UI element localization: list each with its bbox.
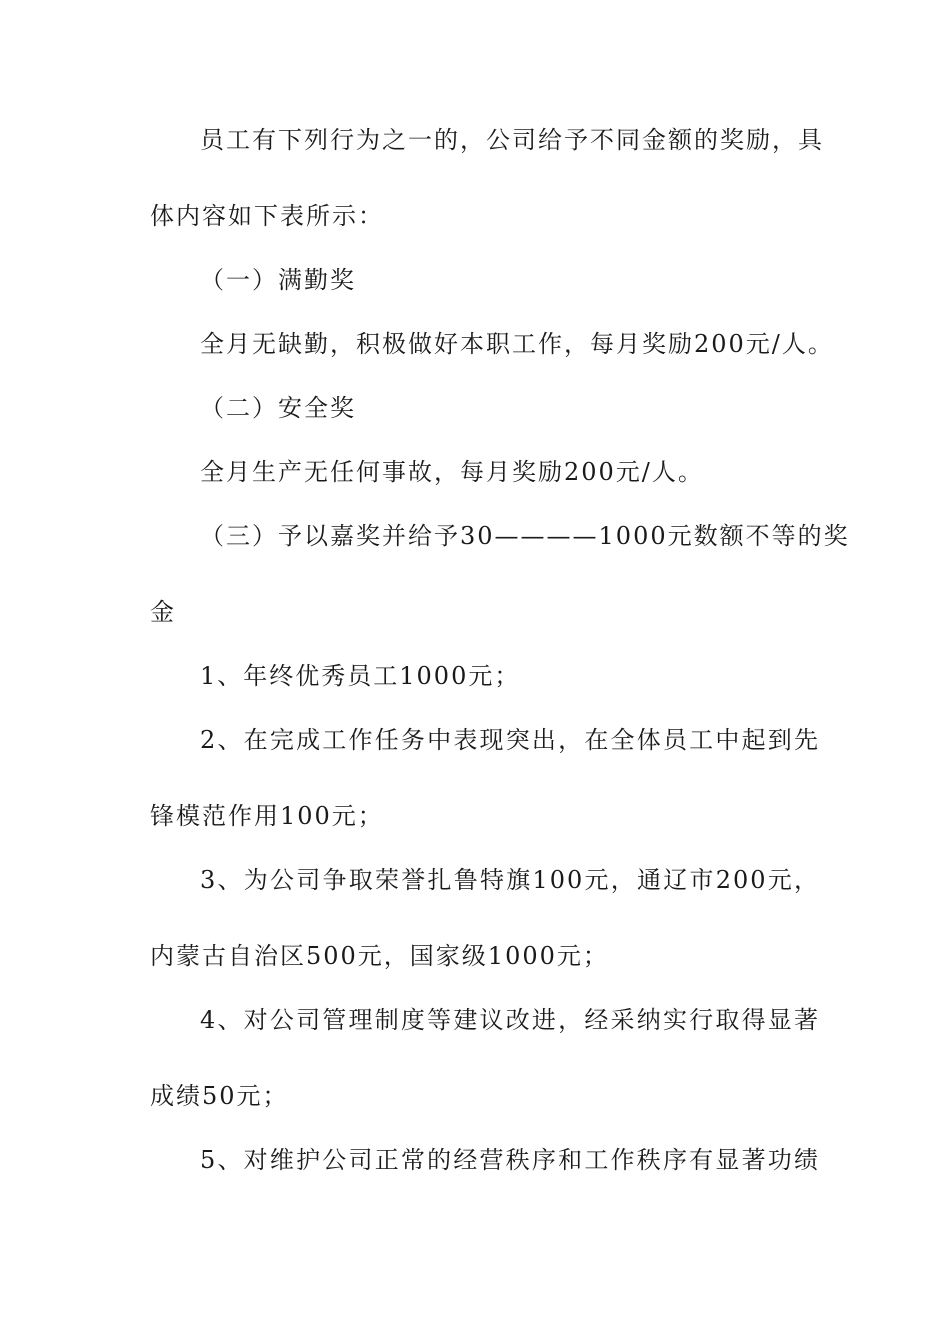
list-item-4-line-1: 4、对公司管理制度等建议改进，经采纳实行取得显著	[200, 1006, 820, 1034]
list-item-3-line-2: 内蒙古自治区500元，国家级1000元；	[150, 942, 609, 970]
list-item-5-line-1: 5、对维护公司正常的经营秩序和工作秩序有显著功绩	[200, 1146, 820, 1174]
list-item-4-line-2: 成绩50元；	[150, 1082, 289, 1110]
heading-safety-award: （二）安全奖	[200, 394, 356, 422]
list-item-2-line-2: 锋模范作用100元；	[150, 802, 384, 830]
heading-commendation-line-2: 金	[150, 598, 176, 626]
list-item-2-line-1: 2、在完成工作任务中表现突出，在全体员工中起到先	[200, 726, 820, 754]
paragraph-intro-line-1: 员工有下列行为之一的，公司给予不同金额的奖励，具	[200, 126, 824, 154]
heading-full-attendance-award: （一）满勤奖	[200, 266, 356, 294]
paragraph-intro-line-2: 体内容如下表所示：	[150, 202, 384, 230]
list-item-3-line-1: 3、为公司争取荣誉扎鲁特旗100元，通辽市200元，	[200, 866, 820, 894]
list-item-1: 1、年终优秀员工1000元；	[200, 662, 521, 690]
heading-commendation-line-1: （三）予以嘉奖并给予30————1000元数额不等的奖	[200, 522, 850, 550]
paragraph-full-attendance: 全月无缺勤，积极做好本职工作，每月奖励200元/人。	[200, 330, 834, 358]
paragraph-safety: 全月生产无任何事故，每月奖励200元/人。	[200, 458, 704, 486]
